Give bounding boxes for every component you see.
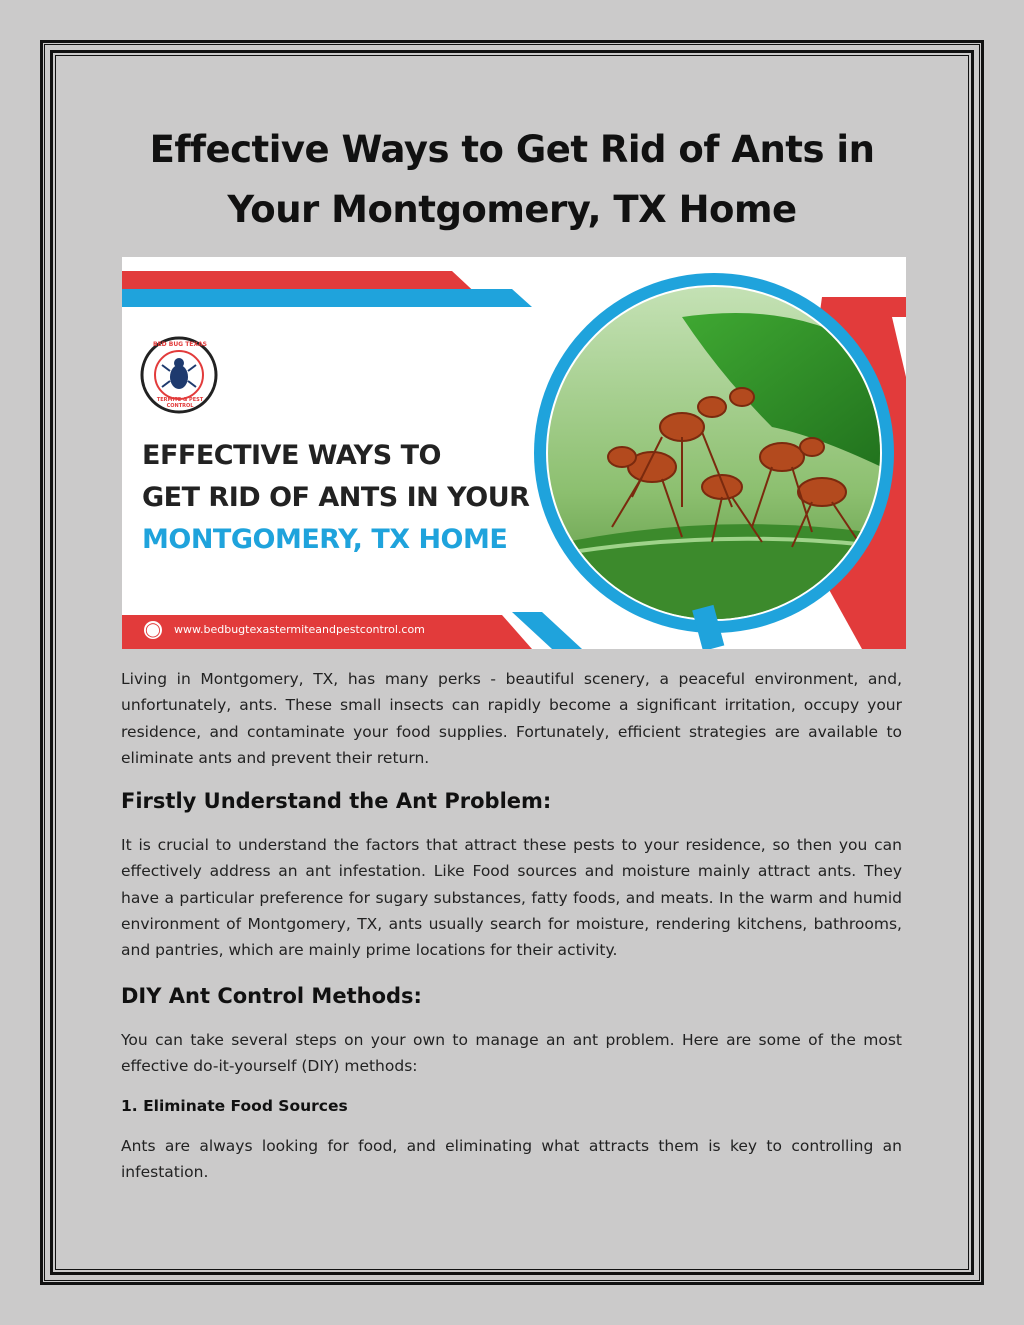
section-heading-understand: Firstly Understand the Ant Problem: [121, 789, 552, 813]
item1-heading: 1. Eliminate Food Sources [121, 1097, 348, 1115]
intro-paragraph: Living in Montgomery, TX, has many perks - beautiful scenery, a peaceful environment, and, unfortunately, ants. These small insects can rapidly become a significant irritation, occupy your residence, and contaminate your food supplies. Fortunately, efficient strategies are available to eliminate ants and prevent their return. [121, 670, 902, 767]
item1-paragraph: Ants are always looking for food, and eliminating what attracts them is key to controlling an infestation. [121, 1137, 902, 1182]
banner-headline-line1: EFFECTIVE WAYS TO [142, 440, 441, 471]
blue-stripe-top [122, 289, 532, 307]
website-url: www.bedbugtexastermiteandpestcontrol.com [174, 623, 425, 636]
logo-text-bottom: TERMITE & PEST CONTROL [156, 397, 204, 409]
section-heading-diy: DIY Ant Control Methods: [121, 984, 422, 1008]
section1-paragraph: It is crucial to understand the factors that attract these pests to your residence, so then you can effectively address an ant infestation. Like Food sources and moisture mainly attract ants. They have a particular preference for sugary substances, fatty foods, and meats. In the warm and humid environment of Montgomery, TX, ants usually search for moisture, rendering kitchens, bathrooms, and pantries, which are mainly prime locations for their activity. [121, 836, 902, 960]
hero-banner-image [122, 257, 906, 649]
logo-text-top: BED BUG TEXAS [153, 341, 207, 348]
document-title: Effective Ways to Get Rid of Ants in Your Montgomery, TX Home [149, 128, 875, 231]
banner-headline-line2: GET RID OF ANTS IN YOUR [142, 482, 530, 513]
globe-icon: ◯ [145, 622, 161, 638]
banner-headline-line3: MONTGOMERY, TX HOME [142, 524, 508, 555]
section2-paragraph: You can take several steps on your own to manage an ant problem. Here are some of the most effective do-it-yourself (DIY) methods: [121, 1031, 902, 1076]
